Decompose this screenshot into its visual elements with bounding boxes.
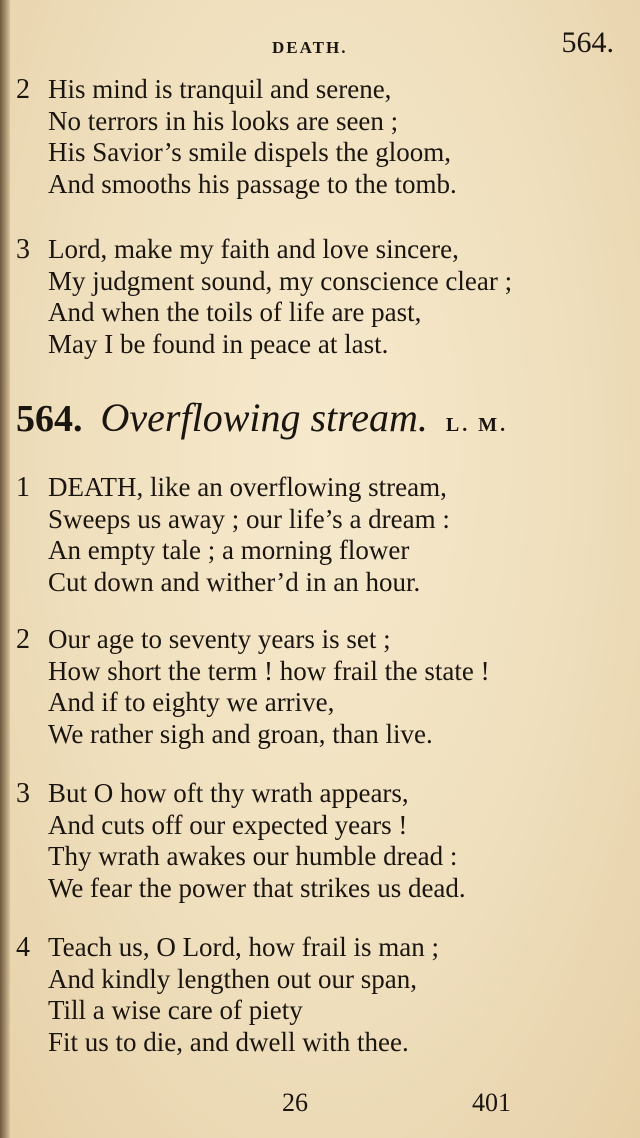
page-binding-edge <box>0 0 10 1138</box>
stanza-line <box>16 778 466 810</box>
hymn-stanza-4 <box>16 932 439 1058</box>
stanza-line <box>16 266 512 298</box>
stanza-line-text: Our age to seventy years is set ; <box>48 624 391 654</box>
stanza-number: 2 <box>16 624 30 655</box>
signature-mark: 26 <box>282 1088 308 1117</box>
stanza-line <box>16 567 450 599</box>
hymn-title: Overflowing stream. <box>100 395 428 440</box>
stanza-line-text: How short the term ! how frail the state ! <box>48 655 490 686</box>
stanza-line <box>16 719 490 751</box>
stanza-line-text: Till a wise care of piety <box>48 995 303 1025</box>
stanza-line <box>16 841 466 873</box>
stanza-line-text: An empty tale ; a morning flower <box>48 535 410 565</box>
stanza-line-text: My judgment sound, my conscience clear ; <box>48 265 513 296</box>
hymn-number: 564. <box>16 398 83 440</box>
stanza-line-text: Thy wrath awakes our humble dread : <box>48 841 458 871</box>
stanza-line <box>16 656 490 688</box>
stanza-number: 4 <box>16 932 30 963</box>
stanza-line <box>16 1027 439 1059</box>
stanza-line-text: We rather sigh and groan, than live. <box>48 718 433 749</box>
stanza-line-text: And cuts off our expected years ! <box>48 809 408 840</box>
stanza-line-text: But O how oft thy wrath appears, <box>48 778 409 808</box>
stanza-number: 2 <box>16 74 30 105</box>
hymn-heading <box>16 392 508 444</box>
stanza-line <box>16 504 450 536</box>
stanza-number: 3 <box>16 778 30 809</box>
stanza-line <box>16 106 457 138</box>
stanza-line-text: And smooths his passage to the tomb. <box>48 168 457 199</box>
stanza-line <box>16 297 512 329</box>
stanza-line-text: Sweeps us away ; our life’s a dream : <box>48 503 450 534</box>
stanza-line <box>16 535 450 567</box>
stanza-line-text: Lord, make my faith and love sincere, <box>48 234 459 264</box>
stanza-line-text: And kindly lengthen out our span, <box>48 963 417 994</box>
stanza-number: 3 <box>16 234 30 265</box>
stanza-line-text: We fear the power that strikes us dead. <box>48 872 466 903</box>
stanza-line-text: His Savior’s smile dispels the gloom, <box>48 137 451 167</box>
page-number: 401 <box>472 1088 511 1117</box>
stanza-line <box>16 329 512 361</box>
stanza-line-text: And if to eighty we arrive, <box>48 687 335 717</box>
stanza-line <box>16 995 439 1027</box>
stanza-line <box>16 137 457 169</box>
stanza-line <box>16 932 439 964</box>
stanza-line-text: DEATH, like an overflowing stream, <box>48 472 447 502</box>
hymn-page-number: 564. <box>561 26 614 59</box>
prev-hymn-stanza-2 <box>16 74 457 200</box>
running-head: DEATH. <box>272 38 348 57</box>
hymn-stanza-3 <box>16 778 466 904</box>
stanza-line-text: No terrors in his looks are seen ; <box>48 105 399 136</box>
hymn-stanza-1 <box>16 472 450 598</box>
stanza-number: 1 <box>16 472 30 503</box>
stanza-line <box>16 74 457 106</box>
stanza-line <box>16 234 512 266</box>
stanza-line-text: His mind is tranquil and serene, <box>48 74 392 104</box>
stanza-line-text: May I be found in peace at last. <box>48 328 389 359</box>
stanza-line <box>16 810 466 842</box>
stanza-line-text: Fit us to die, and dwell with thee. <box>48 1026 409 1057</box>
stanza-line <box>16 624 490 656</box>
stanza-line <box>16 687 490 719</box>
hymn-meter: L. M. <box>445 414 509 436</box>
stanza-line <box>16 169 457 201</box>
stanza-line-text: And when the toils of life are past, <box>48 297 422 327</box>
prev-hymn-stanza-3 <box>16 234 512 360</box>
stanza-line <box>16 964 439 996</box>
hymn-stanza-2 <box>16 624 490 750</box>
stanza-line-text: Cut down and wither’d in an hour. <box>48 566 421 597</box>
stanza-line-text: Teach us, O Lord, how frail is man ; <box>48 932 440 962</box>
stanza-line <box>16 472 450 504</box>
stanza-line <box>16 873 466 905</box>
